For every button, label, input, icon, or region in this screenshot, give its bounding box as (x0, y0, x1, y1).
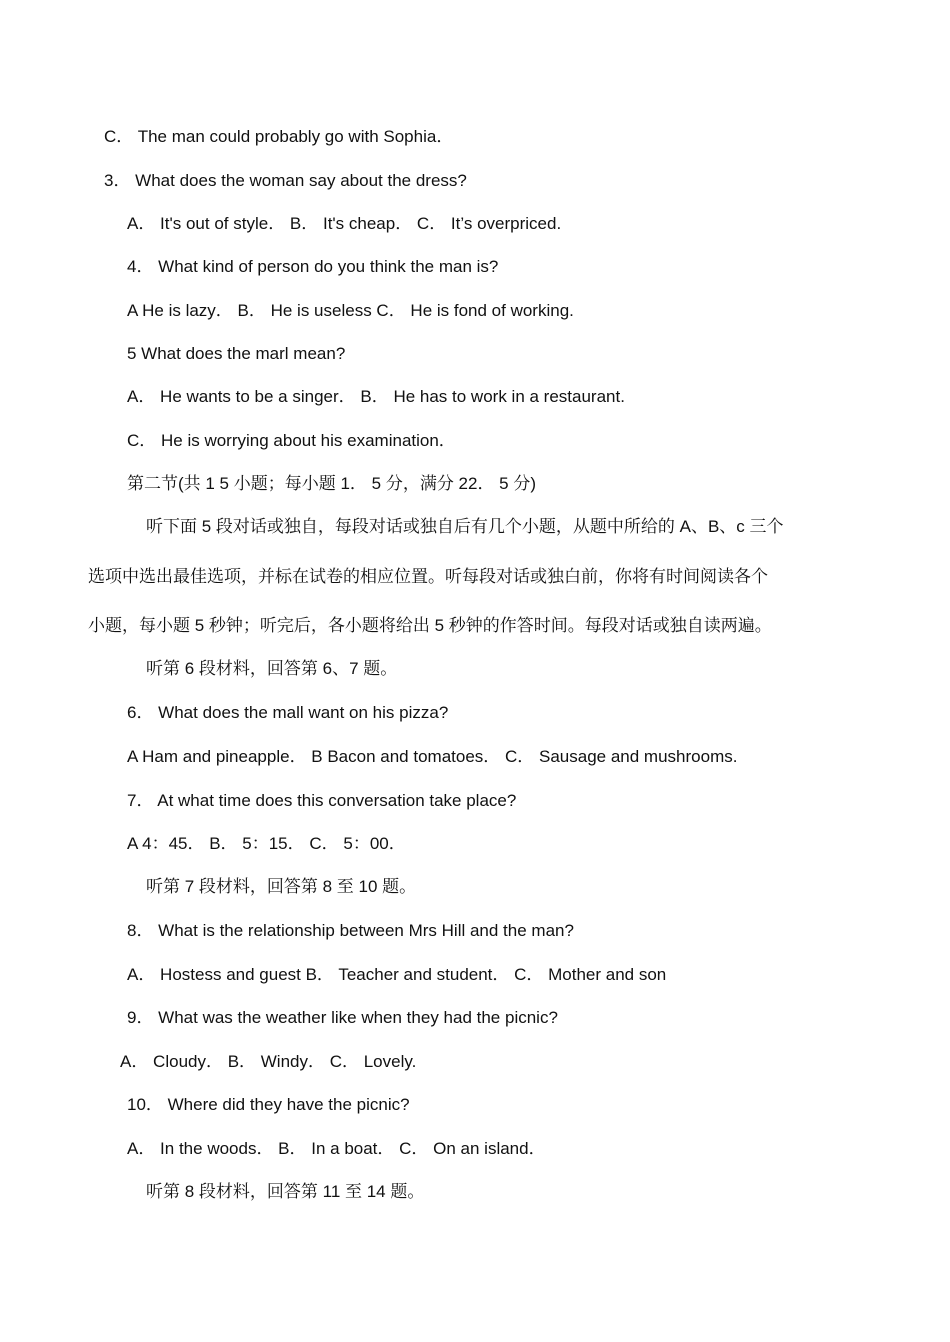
question-4-options: A He is lazy． B． He is useless C． He is fond of working. (127, 301, 574, 320)
question-10: 10． Where did they have the picnic? (127, 1095, 410, 1114)
instructions-line-1: 听下面 5 段对话或独自，每段对话或独自后有几个小题，从题中所给的 A、B、c 三个 (146, 517, 784, 536)
question-5: 5 What does the marl mean? (127, 344, 346, 363)
question-6-options: A Ham and pineapple． B Bacon and tomatoes． C． Sausage and mushrooms. (127, 747, 738, 766)
question-7-options: A 4：45． B． 5：15． C． 5：00． (127, 834, 406, 853)
passage-7-heading: 听第 7 段材料，回答第 8 至 10 题。 (146, 877, 417, 896)
q2-option-c: C． The man could probably go with Sophia． (104, 127, 454, 146)
question-5-option-c: C． He is worrying about his examination． (127, 431, 456, 450)
passage-8-heading: 听第 8 段材料，回答第 11 至 14 题。 (146, 1182, 425, 1201)
question-9-options: A． Cloudy． B． Windy． C． Lovely. (120, 1052, 417, 1071)
passage-6-heading: 听第 6 段材料，回答第 6、7 题。 (146, 659, 398, 678)
question-10-options: A． In the woods． B． In a boat． C． On an island． (127, 1139, 546, 1158)
section-2-heading: 第二节(共 1 5 小题；每小题 1． 5 分，满分 22． 5 分) (127, 474, 537, 493)
question-6: 6． What does the mall want on his pizza? (127, 703, 449, 722)
question-4: 4． What kind of person do you think the man is? (127, 257, 499, 276)
question-9: 9． What was the weather like when they had the picnic? (127, 1008, 558, 1027)
question-8: 8． What is the relationship between Mrs Hill and the man? (127, 921, 574, 940)
question-8-options: A． Hostess and guest B． Teacher and student． C． Mother and son (127, 965, 667, 984)
instructions-line-2: 选项中选出最佳选项，并标在试卷的相应位置。听每段对话或独白前，你将有时间阅读各个 (88, 567, 768, 586)
question-7: 7． At what time does this conversation take place? (127, 791, 517, 810)
instructions-line-3: 小题，每小题 5 秒钟；听完后，各小题将给出 5 秒钟的作答时间。每段对话或独自读两遍。 (88, 616, 772, 635)
question-3: 3． What does the woman say about the dress? (104, 171, 467, 190)
question-5-options-ab: A． He wants to be a singer． B． He has to work in a restaurant. (127, 387, 625, 406)
question-3-options: A． It's out of style． B． It's cheap． C． It’s overpriced. (127, 214, 562, 233)
